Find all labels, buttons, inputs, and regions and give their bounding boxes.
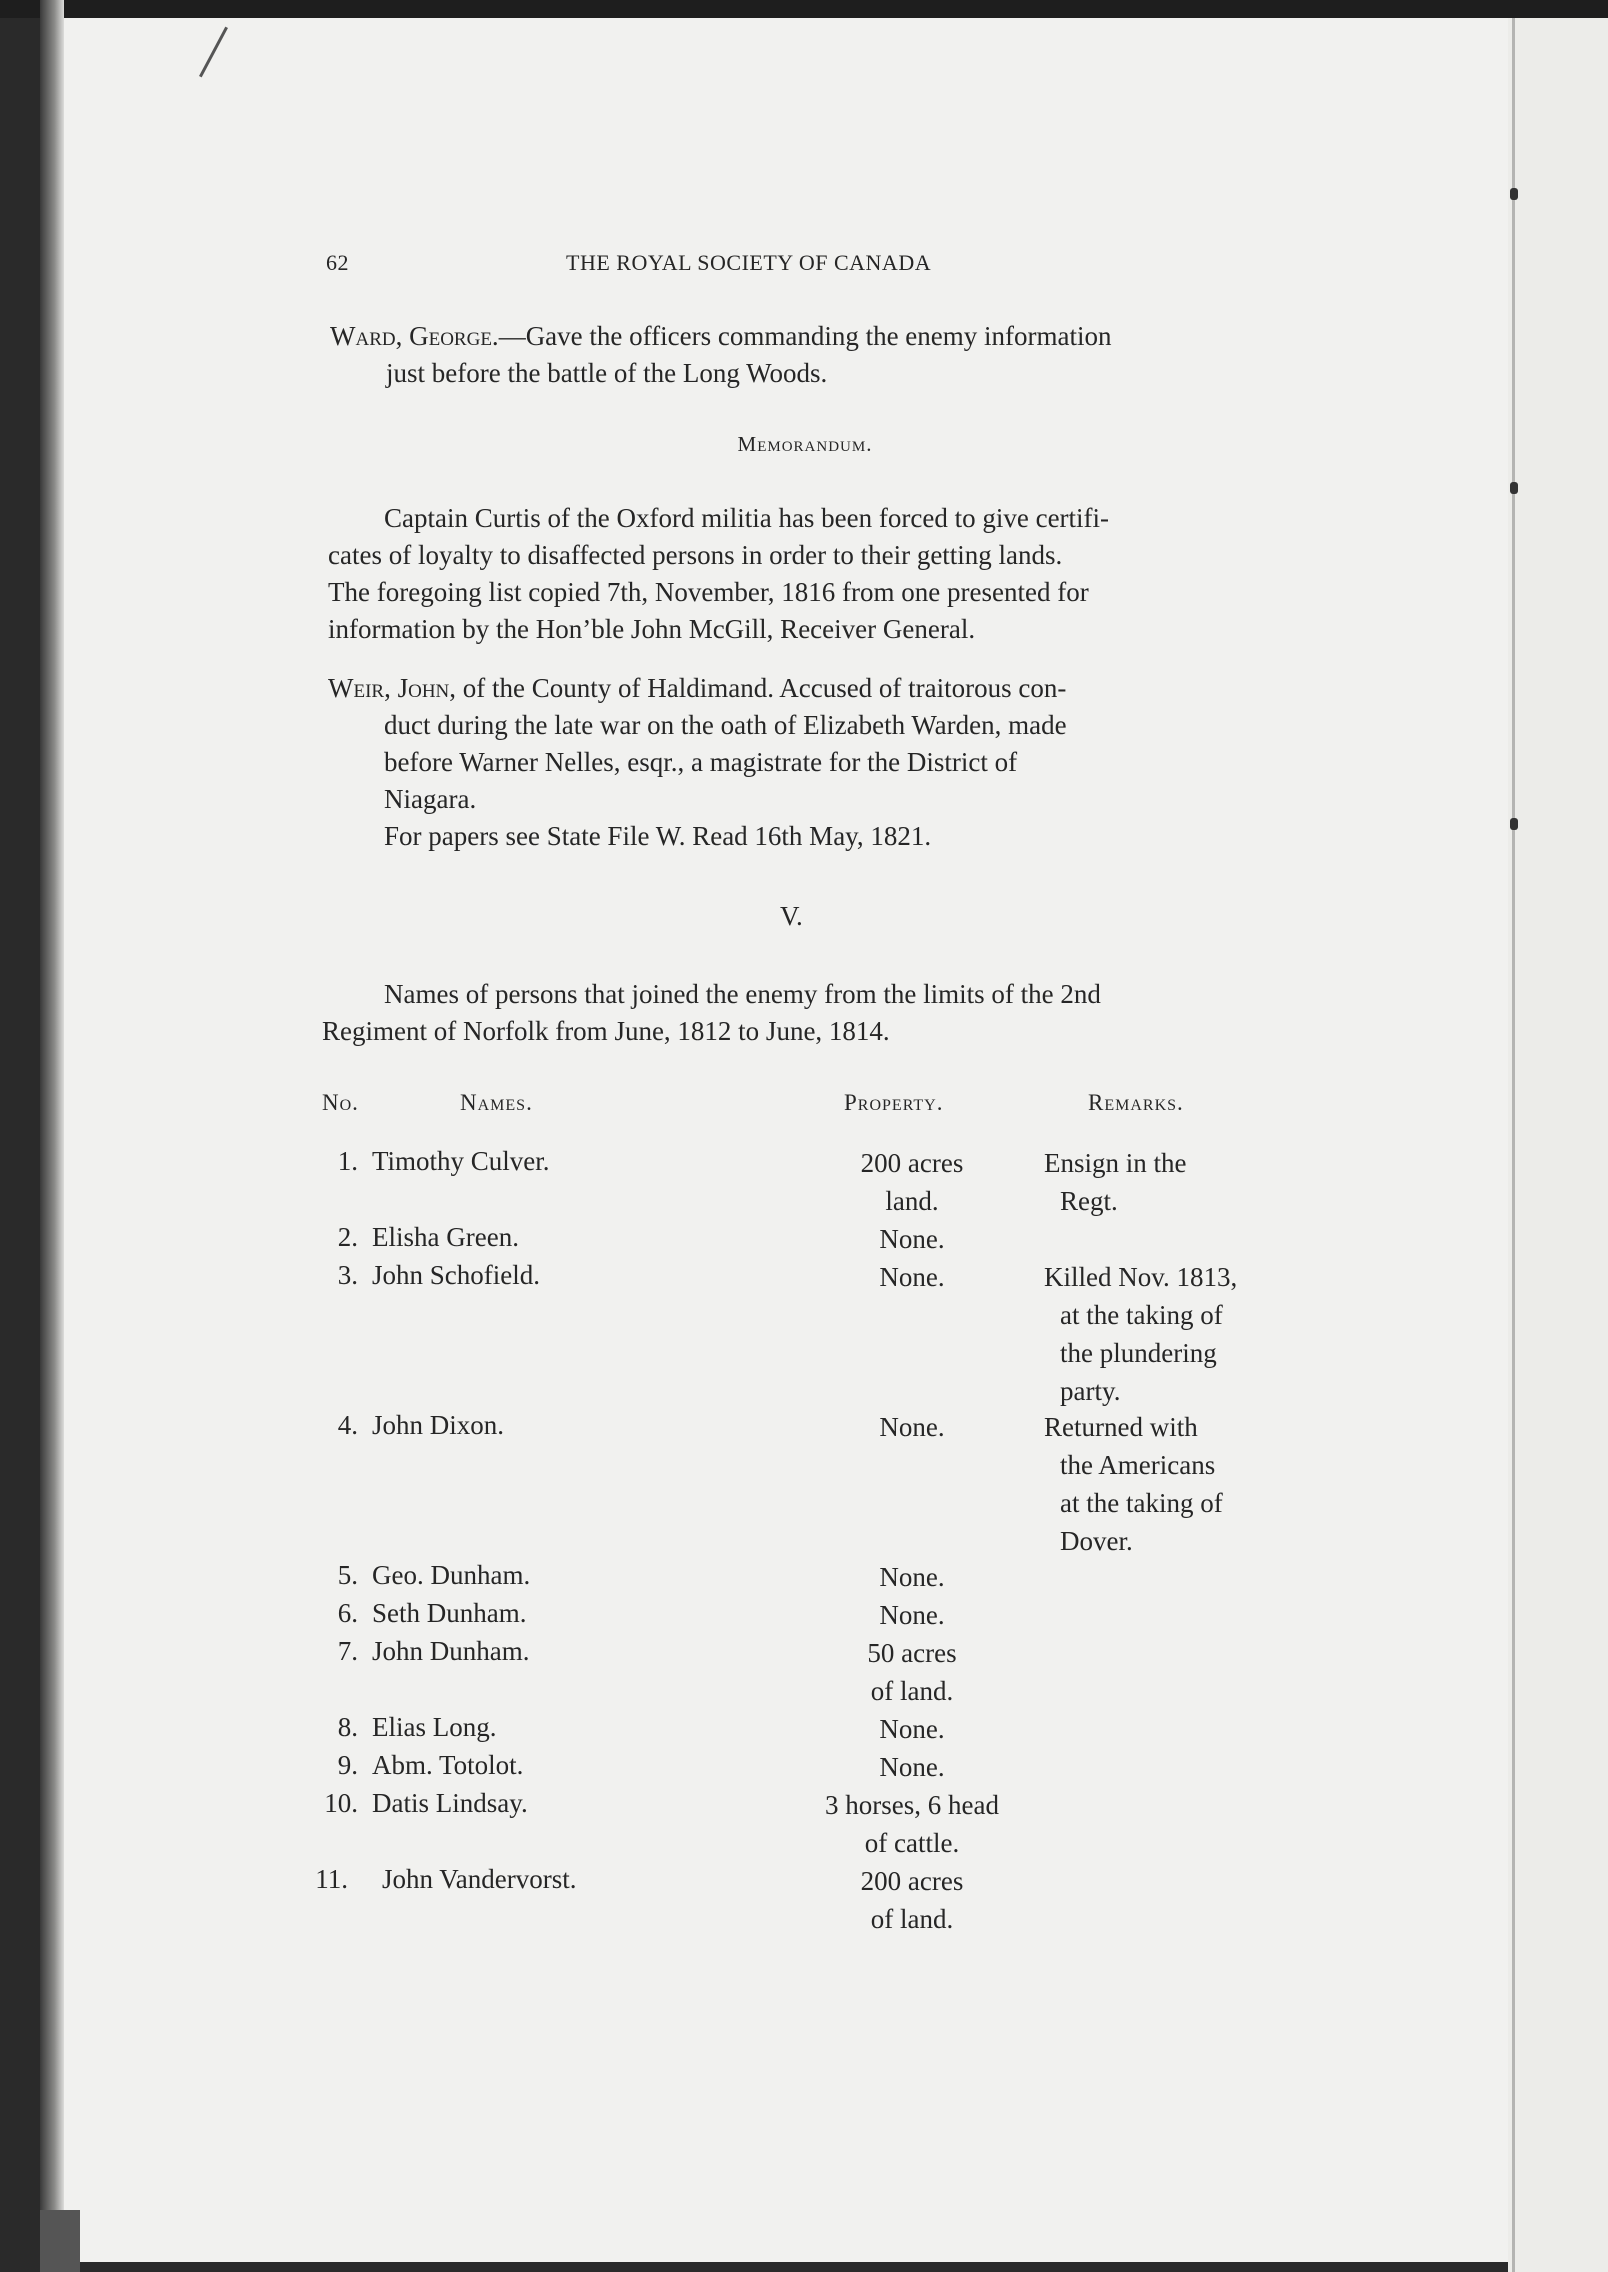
property-line: 50 acres (867, 1638, 957, 1668)
ward-entry (330, 318, 1280, 392)
person-name: John Vandervorst. (382, 1864, 577, 1894)
property-cell (802, 1258, 1022, 1296)
memorandum-body (328, 500, 1278, 648)
column-header-remarks: Remarks. (1088, 1090, 1184, 1115)
row-number: 11. (315, 1864, 348, 1894)
property-line: land. (885, 1186, 939, 1216)
weir-entry (328, 670, 1278, 855)
property-line: None. (879, 1412, 945, 1442)
property-cell (802, 1596, 1022, 1634)
person-name: Datis Lindsay. (372, 1788, 528, 1818)
row-number: 6. (337, 1598, 358, 1628)
row-number: 9. (337, 1750, 358, 1780)
column-header-names: Names. (460, 1090, 533, 1115)
running-title: THE ROYAL SOCIETY OF CANADA (566, 250, 932, 275)
entry-name: Ward, George. (330, 321, 499, 351)
page-number: 62 (326, 250, 349, 275)
row-number: 2. (337, 1222, 358, 1252)
entry-text: of the County of Haldimand. Accused of traitorous con- (462, 673, 1067, 703)
property-line: of land. (870, 1904, 954, 1934)
remarks-cell (1044, 1144, 1276, 1220)
scan-top-edge (0, 0, 1608, 18)
row-number: 4. (337, 1410, 358, 1440)
property-line: of cattle. (864, 1828, 960, 1858)
property-line: None. (879, 1714, 945, 1744)
row-number: 8. (337, 1712, 358, 1742)
property-line: 200 acres (860, 1866, 964, 1896)
remarks-line: Dover. (1060, 1526, 1133, 1556)
property-cell (802, 1748, 1022, 1786)
property-line: None. (879, 1752, 945, 1782)
entry-text: For papers see State File W. Read 16th May, 1821. (384, 821, 932, 851)
person-name: Seth Dunham. (372, 1598, 527, 1628)
row-number: 3. (337, 1260, 358, 1290)
row-number: 10. (324, 1788, 358, 1818)
remarks-line: Killed Nov. 1813, (1044, 1262, 1238, 1292)
entry-text: —Gave the officers commanding the enemy information (498, 321, 1112, 351)
column-header-no: No. (322, 1090, 359, 1115)
person-name: Elisha Green. (372, 1222, 519, 1252)
property-cell (802, 1786, 1022, 1862)
property-cell (802, 1862, 1022, 1938)
page-spine (1512, 18, 1515, 2272)
remarks-line: at the taking of (1060, 1488, 1223, 1518)
running-head (326, 250, 1276, 282)
row-number: 7. (337, 1636, 358, 1666)
spine-mark (1510, 188, 1518, 200)
scan-left-edge (40, 0, 64, 2272)
person-name: Timothy Culver. (372, 1146, 550, 1176)
property-line: None. (879, 1562, 945, 1592)
person-name: Abm. Totolot. (372, 1750, 524, 1780)
property-line: of land. (870, 1676, 954, 1706)
property-line: None. (879, 1262, 945, 1292)
remarks-line: at the taking of (1060, 1300, 1223, 1330)
remarks-line: the plundering (1060, 1338, 1217, 1368)
property-line: 200 acres (860, 1148, 964, 1178)
remarks-line: Returned with (1044, 1412, 1198, 1442)
property-line: None. (879, 1600, 945, 1630)
property-line: None. (879, 1224, 945, 1254)
memorandum-heading: Memorandum. (737, 432, 873, 456)
property-line: 3 horses, 6 head (825, 1790, 999, 1820)
person-name: John Schofield. (372, 1260, 540, 1290)
remarks-cell (1044, 1408, 1276, 1560)
spine-mark (1510, 482, 1518, 494)
entry-text: before Warner Nelles, esqr., a magistrate for the District of (384, 747, 1018, 777)
remarks-line: Ensign in the (1044, 1148, 1187, 1178)
remarks-line: Regt. (1060, 1186, 1118, 1216)
row-number: 1. (337, 1146, 358, 1176)
person-name: John Dunham. (372, 1636, 530, 1666)
entry-name: Weir, John, (328, 673, 457, 703)
entry-text: just before the battle of the Long Woods. (386, 358, 828, 388)
remarks-line: party. (1060, 1376, 1121, 1406)
property-cell (802, 1710, 1022, 1748)
property-cell (802, 1634, 1022, 1710)
property-cell (802, 1408, 1022, 1446)
property-cell (802, 1144, 1022, 1220)
section-numeral: V. (780, 901, 803, 931)
remarks-cell (1044, 1258, 1276, 1410)
facing-page-edge (1508, 18, 1608, 2272)
memo-line: The foregoing list copied 7th, November, 1816 from one presented for (328, 577, 1089, 607)
entry-text: duct during the late war on the oath of Elizabeth Warden, made (384, 710, 1067, 740)
remarks-line: the Americans (1060, 1450, 1216, 1480)
property-cell (802, 1558, 1022, 1596)
memo-line: Captain Curtis of the Oxford militia has been forced to give certifi- (384, 503, 1110, 533)
spine-mark (1510, 818, 1518, 830)
person-name: John Dixon. (372, 1410, 505, 1440)
column-header-property: Property. (844, 1090, 944, 1115)
intro-line: Regiment of Norfolk from June, 1812 to June, 1814. (322, 1016, 890, 1046)
property-cell (802, 1220, 1022, 1258)
memo-line: cates of loyalty to disaffected persons in order to their getting lands. (328, 540, 1063, 570)
intro-line: Names of persons that joined the enemy from the limits of the 2nd (384, 979, 1101, 1009)
scan-bottom-corner (40, 2210, 80, 2272)
row-number: 5. (337, 1560, 358, 1590)
entry-text: Niagara. (384, 784, 477, 814)
person-name: Elias Long. (372, 1712, 497, 1742)
person-name: Geo. Dunham. (372, 1560, 531, 1590)
memo-line: information by the Hon’ble John McGill, Receiver General. (328, 614, 976, 644)
section-intro (322, 976, 1278, 1050)
